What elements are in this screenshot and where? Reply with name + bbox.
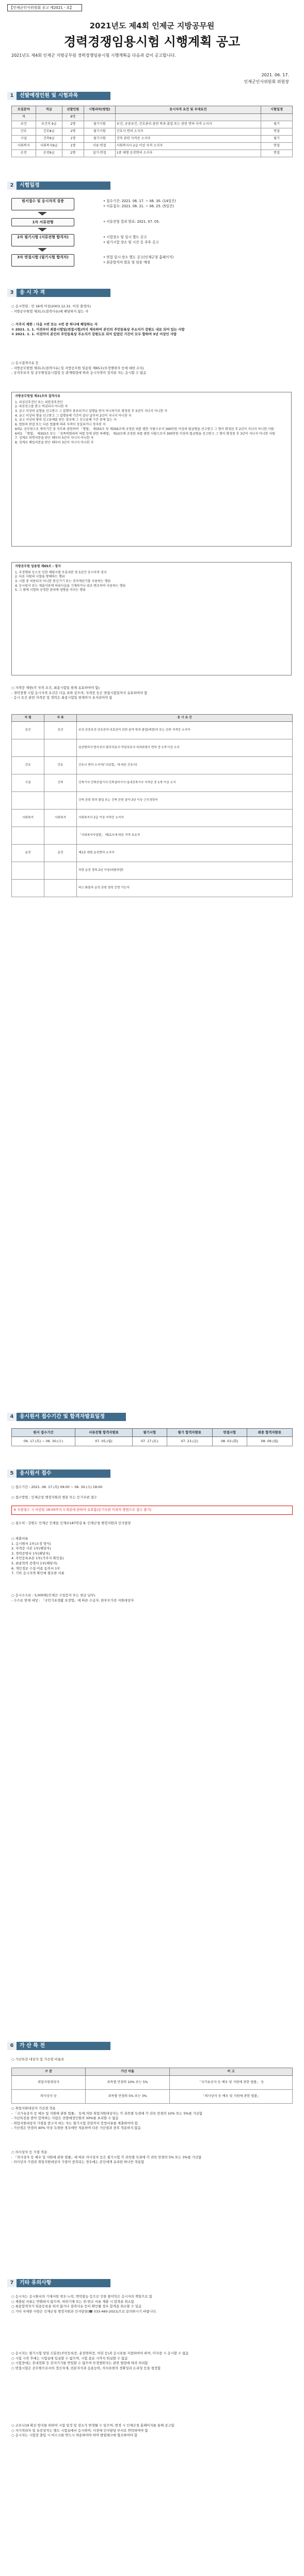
cell: 면접 (261, 128, 292, 136)
section-number: 7 (7, 2279, 17, 2287)
cell: 「사회복지사업법」 제11조에 따른 자격 보유자 (77, 827, 293, 845)
cell (36, 114, 62, 121)
cell (12, 739, 44, 757)
cell: 2명 (62, 150, 84, 157)
table-row (12, 2076, 293, 2090)
schedule-desc-3: • 시험장소 및 일시 별도 공고 • 필기시험 장소 및 시간 등 추후 공고 (103, 235, 159, 244)
cell: 1명 (62, 136, 84, 143)
notice-subtitle: 2021년도 제4회 인제군 지방공무원 (89, 21, 215, 30)
disqual-box (11, 392, 292, 547)
cell (44, 792, 77, 810)
table-row (12, 792, 293, 810)
notes-general: ○ 응시자는 응시원서의 기재사항 착오·누락, 연락불능 등으로 인한 불이익은 응시자의 책임으로 함 ○ 제출된 서류는 반환하지 않으며, 허위기재 또는 위·변조 서류 제출 시 합격을 취소함 ○ 최종합격자가 임용등록을 하지 않거나 결격사유 등이 확인될 경우 합격을 취소할 수 있음 ○ 기타 자세한 사항은 인제군청 행정지원과 인사담당(☎ 033-460-2021)으로 문의하시기 바랍니다. (11, 2294, 157, 2314)
col-header: 직 렬 (12, 715, 44, 722)
box-body: 1. 부정행위 등으로 인한 해당시험 무효처분 및 5년간 응시자격 정지 2. 다른 사람의 시험을 방해하는 행위 3. 시험 중 허용되지 아니한 통신기기 또는 전자계산기를 사용하는 행위 4. 응시원서 또는 제출서류에 허위사실을 기재하거나 위조·변조하여 사용하는 행위 5. 그 밖에 시험의 공정한 관리에 영향을 미치는 행위 (15, 570, 126, 592)
bonus-intro: ○ 가산특전 대상자 및 가산점 비율표 (11, 2057, 65, 2061)
col-header: 원서 접수기간 (12, 1429, 75, 1437)
cell: 「의사상자 등 예우 및 지원에 관한 법률」 (170, 2090, 293, 2104)
box-title: 지방공무원법 제31조의 결격사유 (15, 394, 60, 398)
cell: 운전 (44, 845, 77, 862)
box-body: 1. 피성년후견인 또는 피한정후견인 2. 파산선고를 받고 복권되지 아니한 자 3. 금고 이상의 실형을 선고받고 그 집행이 종료되거나 집행을 받지 아니하기로 확정된 후 5년이 지나지 아니한 자 4. 금고 이상의 형을 선고받고 그 집행유예 기간이 끝난 날부터 2년이 지나지 아니한 자 5. 금고 이상의 형의 선고유예를 받은 경우에 그 선고유예 기간 중에 있는 자 6. 법원의 판결 또는 다른 법률에 따라 자격이 상실되거나 정지된 자 6의2. 공무원으로 재직기간 중 직무와 관련하여 「형법」 제355조 및 제356조에 규정된 죄를 범한 사람으로서 300만원 이상의 벌금형을 선고받고 그 형이 확정된 후 2년이 지나지 아니한 사람 6의3. 「형법」 제303조 또는 「성폭력범죄의 처벌 등에 관한 특례법」 제10조에 규정된 죄를 범한 사람으로서 300만원 이상의 벌금형을 선고받고 그 형이 확정된 후 3년이 지나지 아니한 사람 7. 징계로 파면처분을 받은 때부터 5년이 지나지 아니한 자 8. 징계로 해임처분을 받은 때부터 3년이 지나지 아니한 자 (15, 400, 275, 444)
cell: 운전 (12, 845, 44, 862)
section-title: 응 시 자 격 (20, 290, 45, 295)
cell (44, 862, 77, 880)
cell: 보건 (12, 722, 44, 739)
col-header: 모집분야 (12, 106, 36, 114)
section-number: 1 (7, 92, 17, 100)
section-number: 6 (7, 2042, 17, 2050)
cell: 필기시험 (84, 136, 115, 143)
schedule-desc-1: • 접수기간: 2021. 06. 17. ~ 06. 30. (14일간) • 서류접수: 2021. 06. 21. ~ 06. 25. (5일간) (103, 199, 176, 208)
cell: 07. 17.(토) (132, 1437, 167, 1446)
eligibility-age: ○ 응시연령 : 만 18세 이상(2003.12.31. 이전 출생자) - 지방공무원법 제31조(결격사유)에 해당하지 않는 자 (11, 304, 91, 313)
apply-method: ○ 접수방법 : 인제군청 행정지원과 방문 또는 등기우편 접수 (11, 1495, 97, 1499)
cell: 의사상자 등 (12, 2090, 86, 2104)
col-header: 응 시 요 건 (77, 715, 293, 722)
box-title: 지방공무원 임용령 제65조 : 정지 (15, 565, 61, 568)
cell (12, 827, 44, 845)
col-header: 응시자격 요건 및 우대요건 (115, 106, 261, 114)
section-title: 응시원서 접수 (20, 1471, 52, 1476)
section-title: 선발예정인원 및 시험과목 (20, 93, 78, 98)
suspension-box (11, 562, 292, 675)
cell: 1명 (62, 143, 84, 150)
recruit-table (11, 106, 293, 157)
table-row (12, 121, 293, 128)
cell: 보건·공중보건·간호관리·의료관리 관련 분야 학과 졸업(예정)자 또는 관련 자격증 소지자 (77, 722, 293, 739)
cell: 간호8급 (36, 128, 62, 136)
section-title: 가 산 특 전 (20, 2043, 45, 2049)
cell: 간호 (12, 128, 36, 136)
cell: 버스·화물차 운전 관련 경력 증빙 가능자 (77, 880, 293, 897)
cell: 1종 대형 운전면허 소지자 (115, 150, 261, 157)
schedule-step-1: 원서접수 및 응시자격 검증 (11, 198, 74, 210)
cell: 간호사 면허 소지자(「의료법」에 따른 간호사) (77, 757, 293, 774)
bonus-veterans: ○ 취업지원대상자 가산점 적용 - 「국가유공자 등 예우 및 지원에 관한 법률」 등에 의한 취업지원대상자는 각 과목별 득점에 각 과목 만점의 10% 또는 5%를 가산함 - 가산특전을 받아 합격하는 사람은 선발예정인원의 30%를 초과할 수 없음 - 취업지원대상자 가점을 받고자 하는 자는 필기시험 전일까지 증빙서류를 제출하여야 함 - 가산점은 만점의 40% 이상 득점한 경우에만 적용하며 다른 가산점과 중복 적용하지 않음 (11, 2106, 203, 2131)
cell: 사회복지 (12, 143, 36, 150)
section-number: 3 (7, 289, 17, 297)
cell: 실기·면접 (84, 150, 115, 157)
col-header: 시험일정 (261, 106, 292, 114)
apply-fee: ○ 응시수수료 : 5,000원(인제군 수입증지 또는 현금 납부) - 수수료 면제 대상 : 「국민기초생활 보장법」에 따른 수급자, 한부모가족 지원대상자 (11, 1593, 134, 1603)
eligibility-disqual: ○ 응시결격사유 등 - 지방공무원법 제31조(결격사유) 및 지방공무원 임용령 제65조(부정행위자 등에 대한 조치) - 공직후보자 및 공무원임용시험령 등 관계법령에 따라 응시자격이 정지된 자는 응시할 수 없음 (11, 361, 147, 375)
down-arrow-icon (38, 228, 47, 232)
section-1-header (7, 92, 110, 100)
cell: 07. 23.(금) (167, 1437, 212, 1446)
doc-number-box: 【인제군인사위원회 공고 제2021 - 호】 (7, 4, 82, 11)
table-row (12, 143, 293, 150)
cell: 필기 (261, 121, 292, 128)
table-row (12, 114, 293, 121)
cell: 과목별 만점의 10% 또는 5% (86, 2076, 170, 2090)
table-row (12, 722, 293, 739)
cell: 임상병리사·방사선사·물리치료사·작업치료사·치과위생사 면허 중 1개 이상 소지 (77, 739, 293, 757)
section-number: 2 (7, 181, 17, 190)
cell: 간호사 면허 소지자 (115, 128, 261, 136)
cell: 건축 관련 자격증 소지자 (115, 136, 261, 143)
cell: 사회복지 (12, 810, 44, 827)
cell: 보건 (12, 121, 36, 128)
notice-date: 2021. 06. 17. (261, 73, 289, 77)
schedule-desc-2: • 서류전형 결과 발표: 2021. 07. 05. (103, 220, 160, 224)
table-row (12, 2090, 293, 2104)
table-row (12, 774, 293, 792)
col-header: 서류전형 합격자발표 (75, 1429, 133, 1437)
cell: 필기시험 (84, 121, 115, 128)
table-row (12, 136, 293, 143)
cell: 필기 (261, 136, 292, 143)
apply-documents: ○ 제출서류 1. 응시원서 1부(소정 양식) 2. 자격증 사본 1부(해당자) 3. 경력증명서 1부(해당자) 4. 주민등록초본 1부(거주지 확인용) 5. 최종학력 증명서 1부(해당자) 6. 개인정보 수집·이용 동의서 1부 7. 기타 응시자격 확인에 필요한 서류 (11, 1537, 65, 1576)
table-row (12, 150, 293, 157)
schedule-table (11, 1428, 293, 1446)
requirements-table (11, 714, 293, 897)
title-block (0, 21, 304, 51)
cell (115, 114, 261, 121)
cell: 사회복지9급 (36, 143, 62, 150)
cell: 차량 운전 경력 2년 이상(대형차량) (77, 862, 293, 880)
notice-title: 경력경쟁임용시험 시행계획 공고 (63, 34, 241, 49)
schedule-desc-4: • 면접 일시·장소 별도 공고(인제군청 홈페이지) • 최종합격자 발표 및 임용 예정 (103, 255, 174, 265)
notes-covid: ○ 코로나19 확산 방지를 위하여 시험 일정 및 장소가 변경될 수 있으며, 변경 시 인제군청 홈페이지를 통해 공고함 ○ 자가격리자 및 유증상자는 별도 시험실에서 응시하며, 사전에 인사담당 부서로 연락하여야 함 ○ 응시자는 시험장 출입 시 마스크를 반드시 착용하여야 하며 발열체크에 협조하여야 함 (11, 2423, 174, 2438)
col-header: 선발인원 (62, 106, 84, 114)
down-arrow-icon (38, 212, 47, 216)
table-row (12, 810, 293, 827)
cell (261, 114, 292, 121)
col-header: 직급 (36, 106, 62, 114)
section-7-header (7, 2279, 110, 2287)
col-header: 면접시험 (212, 1429, 247, 1437)
section-2-header (7, 181, 110, 190)
table-row (12, 880, 293, 897)
col-header: 필기시험 (132, 1429, 167, 1437)
col-header: 시험과목(방법) (84, 106, 115, 114)
notes-exam-day: ○ 응시자는 필기시험 당일 신분증(주민등록증, 운전면허증, 여권 등)과 응시표를 지참하여야 하며, 미지참 시 응시할 수 없음 ○ 시험 시작 후에는 시험실에 입실할 수 없으며, 시험 종료 시까지 퇴실할 수 없음 ○ 시험장에는 휴대전화 등 전자기기를 반입할 수 없으며 부정행위자는 관련 법령에 따라 처리함 ○ 면접시험은 공무원으로서의 정신자세, 전문지식과 응용능력, 의사표현의 정확성과 논리성 등을 평정함 (11, 2351, 189, 2370)
cell: 사회복지 (44, 810, 77, 827)
apply-warning: ※ 우편접수 시 마감일 18:00까지 도착분에 한하여 유효함(등기우편 이외의 방법으로 접수 불가) (11, 1506, 293, 1515)
cell: 면접 (261, 150, 292, 157)
cell: 2명 (62, 121, 84, 128)
schedule-step-3: 2차 필기시험 (서류전형 합격자) (11, 234, 74, 246)
table-row (12, 845, 293, 862)
table-row (12, 757, 293, 774)
license-note: ○ 자격증 제한(각 자격 요건, 최종시험일 현재 유효하여야 함) - 경력경쟁 시험 응시자격 요건은 다음 표와 같으며, 자격증 등은 면접시험일까지 유효하여야 함 - 응시 요건 관련 자격증 및 경력은 최종시험일 현재까지 유지되어야 함 (11, 686, 148, 700)
table-row (12, 128, 293, 136)
cell: 보건직 9급 (36, 121, 62, 128)
section-number: 4 (7, 1413, 17, 1421)
cell: 필기시험 (84, 128, 115, 136)
notice-signer: 인제군인사위원회 위원장 (244, 79, 289, 84)
section-number: 5 (7, 1469, 17, 1478)
cell: 운전 (12, 150, 36, 157)
cell (44, 739, 77, 757)
cell: 건축기사·건축산업기사·건축설비기사·실내건축기사 자격증 중 1개 이상 소지 (77, 774, 293, 792)
cell: 과목별 만점의 5% 또는 3% (86, 2090, 170, 2104)
cell: 제1종 대형 운전면허 소지자 (77, 845, 293, 862)
col-header: 최종 합격자발표 (247, 1429, 292, 1437)
cell: 06. 17.(목) ~ 06. 30.(수) (12, 1437, 75, 1446)
col-header: 비 고 (170, 2068, 293, 2076)
cell: 08. 03.(화) (212, 1437, 247, 1446)
cell (44, 880, 77, 897)
section-3-header (7, 289, 110, 297)
cell (44, 827, 77, 845)
cell: 2명 (62, 128, 84, 136)
cell (12, 792, 44, 810)
bonus-righteous: ○ 의사상자 등 가점 적용 - 「의사상자 등 예우 및 지원에 관한 법률」에 따른 의사상자 등은 필기시험 각 과목별 득점에 각 과목 만점의 5% 또는 3%를 가산함 - 의사상자 가점과 취업지원대상자 가점이 중복되는 경우에는 본인에게 유리한 하나만 적용함 (11, 2150, 202, 2165)
cell: 간호 (12, 757, 44, 774)
cell: 보건 (44, 722, 77, 739)
cell (12, 880, 44, 897)
cell: 사회복지사 2급 이상 자격증 소지자 (77, 810, 293, 827)
cell: 건축9급 (36, 136, 62, 143)
table-row (12, 827, 293, 845)
table-row (12, 1437, 293, 1446)
cell: 보건, 공중보건, 간호관리 관련 학과 졸업 또는 관련 면허·자격 소지자 (115, 121, 261, 128)
bonus-table (11, 2068, 293, 2104)
eligibility-residence: ○ 거주지 제한 : 다음 ①번 또는 ②번 중 하나에 해당하는 자 ① 2021. 1. 1. 이전부터 최종시험일(면접시험)까지 계속하여 본인의 주민등록상 주소지가 강원도 내로 되어 있는 사람 ② 2021. 1. 1. 이전까지 본인의 주민등록상 주소지가 강원도로 되어 있었던 기간이 모두 합하여 3년 이상인 사람 (11, 322, 185, 337)
section-4-header (7, 1413, 126, 1421)
intro-text: 2021년도 제4회 인제군 지방공무원 경력경쟁임용시험 시행계획을 다음과 같이 공고합니다. (11, 53, 176, 58)
cell: 운전9급 (36, 150, 62, 157)
down-arrow-icon (38, 248, 47, 252)
table-row (12, 862, 293, 880)
section-title: 기타 유의사항 (20, 2280, 52, 2286)
col-header: 직 류 (44, 715, 77, 722)
cell: 8명 (62, 114, 84, 121)
section-title: 시험일정 (20, 183, 40, 188)
section-5-header (7, 1469, 110, 1478)
cell: 건축 관련 학과 졸업 또는 건축 관련 분야 3년 이상 근무경력자 (77, 792, 293, 810)
schedule-step-4: 3차 면접시험 (필기시험 합격자) (11, 254, 74, 267)
cell: 07. 05.(월) (75, 1437, 133, 1446)
cell: 시설 (12, 774, 44, 792)
cell (12, 862, 44, 880)
cell: 08. 09.(월) (247, 1437, 292, 1446)
cell: 취업지원대상자 (12, 2076, 86, 2090)
section-title: 응시원서 접수기간 및 합격자발표일정 (20, 1414, 105, 1419)
cell: 서류·면접 (84, 143, 115, 150)
section-6-header (7, 2042, 110, 2050)
col-header: 구 분 (12, 2068, 86, 2076)
table-row (12, 739, 293, 757)
cell: 시설 (12, 136, 36, 143)
schedule-step-2: 1차 서류전형 (11, 218, 74, 226)
cell: 건축 (44, 774, 77, 792)
cell: 계 (12, 114, 36, 121)
apply-location: ○ 접수처 : 강원도 인제군 인제읍 인제로187번길 8, 인제군청 행정지원과 인사담당 (11, 1521, 131, 1525)
cell: 사회복지사 2급 이상 자격 소지자 (115, 143, 261, 150)
col-header: 필기 합격자발표 (167, 1429, 212, 1437)
col-header: 가산 비율 (86, 2068, 170, 2076)
cell (84, 114, 115, 121)
cell: 면접 (261, 143, 292, 150)
apply-period: ○ 접수기간 : 2021. 06. 17.(목) 09:00 ~ 06. 30.(수) 18:00 (11, 1485, 103, 1489)
cell: 간호 (44, 757, 77, 774)
cell: 「국가유공자 등 예우 및 지원에 관한 법률」 등 (170, 2076, 293, 2090)
